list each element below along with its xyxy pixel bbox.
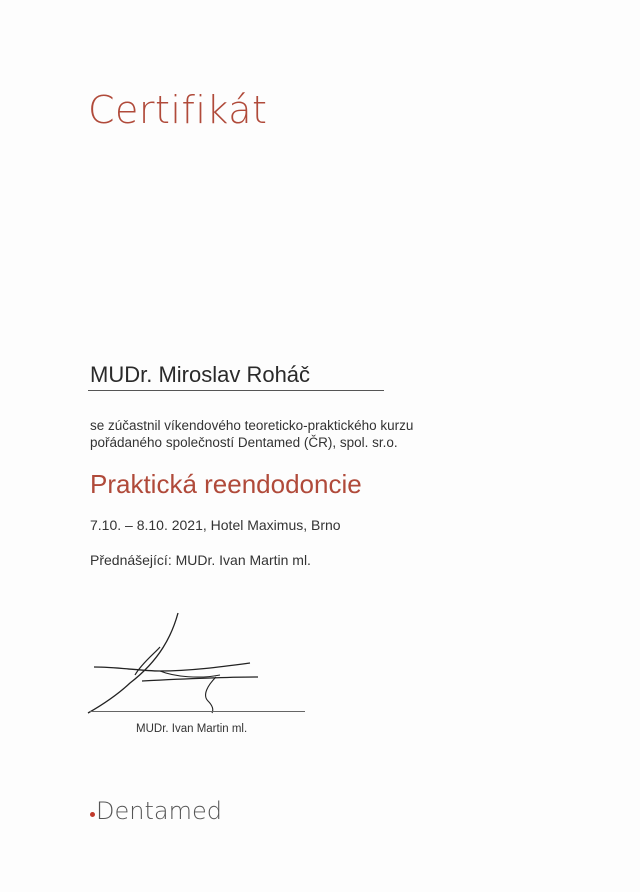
dates-location: 7.10. – 8.10. 2021, Hotel Maximus, Brno — [90, 517, 341, 533]
lecturer: Přednášející: MUDr. Ivan Martin ml. — [90, 552, 311, 568]
signature-line — [90, 711, 305, 712]
handwritten-signature — [80, 605, 280, 715]
signature-name: MUDr. Ivan Martin ml. — [136, 723, 248, 735]
recipient-underline — [88, 390, 384, 391]
participation-text — [90, 417, 510, 451]
logo-dot-icon — [90, 812, 95, 817]
participation-line-2: pořádaného společností Dentamed (ČR), spol. sr.o. — [90, 435, 398, 450]
dentamed-logo — [90, 797, 222, 825]
participation-line-1: se zúčastnil víkendového teoreticko-praktického kurzu — [90, 418, 414, 433]
recipient-name: MUDr. Miroslav Roháč — [90, 362, 311, 387]
course-name: Praktická reendodoncie — [90, 469, 362, 499]
certificate-title: Certifikát — [88, 88, 268, 132]
logo-text: Dentamed — [96, 797, 222, 825]
